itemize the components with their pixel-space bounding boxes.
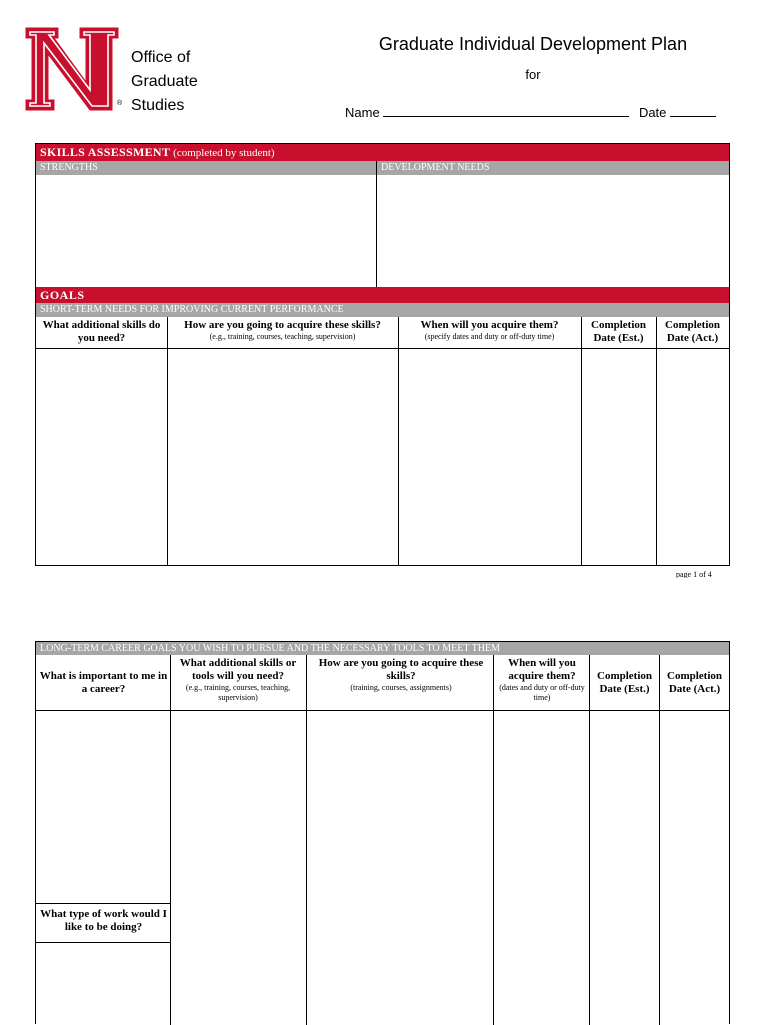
- career-col-divider: [659, 655, 660, 1025]
- career-col-act: Completion Date (Act.): [667, 670, 722, 695]
- name-date-line: [345, 103, 716, 120]
- date-field[interactable]: [670, 103, 716, 117]
- question-top-rule: [36, 903, 170, 904]
- org-line: Graduate: [131, 73, 198, 90]
- for-label: for: [525, 67, 541, 82]
- goals-col-act: Completion Date (Act.): [665, 319, 720, 344]
- career-col-divider: [589, 655, 590, 1025]
- career-col-divider: [170, 655, 171, 1025]
- short-term-needs-label: SHORT-TERM NEEDS FOR IMPROVING CURRENT PERFORMANCE: [36, 303, 729, 317]
- goals-col-when: When will you acquire them? (specify dates and duty or off-duty time): [420, 319, 559, 341]
- name-label: Name: [345, 105, 380, 120]
- goals-col-est: Completion Date (Est.): [591, 319, 646, 344]
- long-term-goals-label: LONG-TERM CAREER GOALS YOU WISH TO PURSUE AND THE NECESSARY TOOLS TO MEET THEM: [36, 642, 729, 655]
- page1-form: [35, 143, 730, 566]
- goals-bar: GOALS: [36, 287, 729, 303]
- skills-assessment-bar: [36, 144, 729, 161]
- career-col-skills: What additional skills or tools will you need? (e.g., training, courses, teaching, supervision): [179, 657, 297, 702]
- skills-title: SKILLS ASSESSMENT: [40, 145, 171, 159]
- strengths-label: STRENGTHS: [36, 161, 376, 175]
- page-title: Graduate Individual Development Plan: [378, 34, 688, 54]
- career-col-when: When will you acquire them? (dates and duty or off-duty time): [499, 657, 585, 702]
- name-field[interactable]: [383, 103, 629, 117]
- skills-note: (completed by student): [173, 147, 275, 159]
- university-n-logo: [24, 26, 123, 112]
- goals-entry-area[interactable]: [36, 349, 729, 565]
- goals-col-skills: What additional skills do you need?: [42, 319, 161, 344]
- development-needs-field[interactable]: [377, 175, 729, 287]
- career-entry-area[interactable]: [36, 711, 170, 903]
- date-label: Date: [638, 105, 667, 120]
- strengths-field[interactable]: [36, 175, 376, 287]
- work-type-question: What type of work would I like to be doing?: [40, 908, 167, 933]
- career-col-est: Completion Date (Est.): [597, 670, 652, 695]
- page-number: page 1 of 4: [676, 570, 712, 578]
- career-col-divider: [493, 655, 494, 1025]
- org-line: Studies: [131, 97, 185, 114]
- org-name: [131, 46, 198, 118]
- registered-mark: ®: [117, 100, 123, 107]
- goals-col-acquire: How are you going to acquire these skills? (e.g., training, courses, teaching, supervision): [184, 319, 381, 341]
- development-needs-label: DEVELOPMENT NEEDS: [377, 161, 729, 175]
- career-col-divider: [306, 655, 307, 1025]
- work-type-entry[interactable]: [36, 943, 170, 1025]
- org-line: Office of: [131, 49, 191, 66]
- career-col-important: What is important to me in a career?: [39, 670, 168, 695]
- career-col-acquire: How are you going to acquire these skills? (training, courses, assignments): [318, 657, 484, 692]
- page2-form: [35, 641, 730, 1024]
